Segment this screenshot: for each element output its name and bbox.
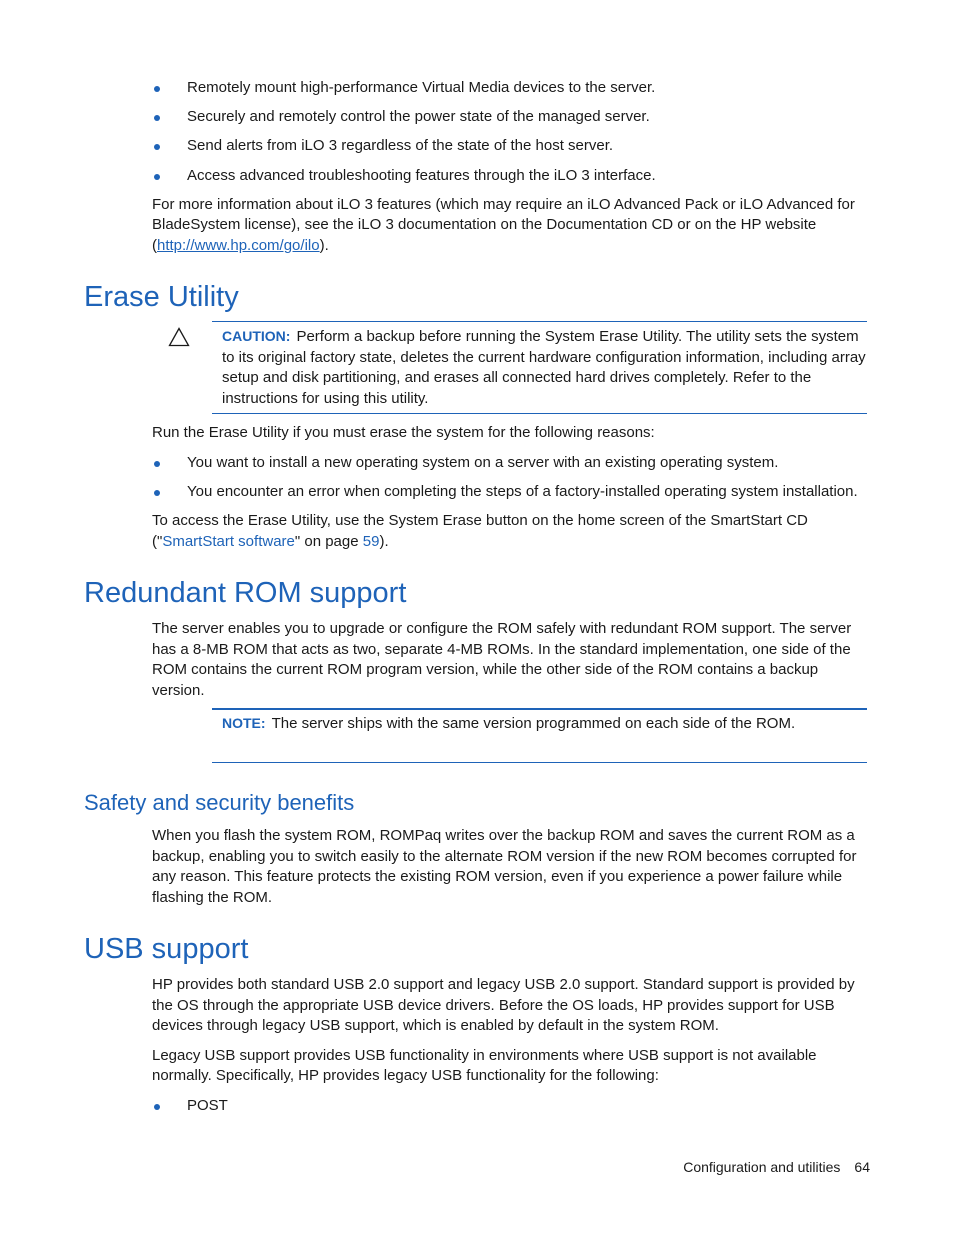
bullet-dot-icon (154, 1104, 160, 1110)
list-item (152, 136, 868, 157)
list-item (152, 107, 868, 128)
note-label: NOTE: (222, 715, 266, 731)
hp-ilo-website-link[interactable]: http://www.hp.com/go/ilo (157, 236, 320, 254)
smartstart-software-link[interactable]: SmartStart software (162, 532, 295, 550)
erase-utility-body (152, 423, 868, 561)
list-item (152, 78, 868, 99)
usb-support-paragraph-1: HP provides both standard USB 2.0 support and legacy USB 2.0 support. Standard support is provided by the OS through the appropriate USB device drivers. Before the OS loads, HP provides support for USB devices through legacy USB support, which is enabled by default in the system ROM. (152, 976, 855, 1035)
bullet-dot-icon (154, 461, 160, 467)
note-callout (212, 708, 867, 763)
usb-support-body (152, 975, 868, 1125)
intro-bullet-list (152, 78, 868, 186)
caution-callout (212, 321, 867, 414)
safety-benefits-body (152, 826, 868, 917)
usb-support-heading: USB support (84, 933, 249, 965)
note-text: The server ships with the same version programmed on each side of the ROM. (271, 715, 796, 732)
caution-label: CAUTION: (222, 328, 291, 344)
bullet-dot-icon (154, 115, 160, 121)
list-item (152, 453, 868, 474)
page-reference-link[interactable]: 59 (362, 532, 380, 550)
redundant-rom-paragraph: The server enables you to upgrade or configure the ROM safely with redundant ROM support. The server has a 8-MB ROM that acts as two, separate 4-MB ROMs. In the standard implementation, one side of the ROM contains the current ROM program version, while the other side of the ROM contains a backup version. (152, 620, 852, 699)
caution-body (212, 326, 867, 409)
erase-intro-paragraph: Run the Erase Utility if you must erase the system for the following reasons: (152, 424, 655, 441)
list-item-text: You want to install a new operating system on a server with an existing operating system. (187, 453, 779, 471)
caution-text: Perform a backup before running the System Erase Utility. The utility sets the system to its original factory state, deletes the current hardware configuration information, including array setup and disk partitioning, and erases all connected hard drives completely. Refer to the instructions for using this utility. (222, 328, 866, 407)
ilo-info-paragraph (152, 195, 868, 257)
list-item-text: Access advanced troubleshooting features through the iLO 3 interface. (187, 166, 656, 184)
ilo-info-text-end: ). (319, 236, 329, 254)
list-item-text: You encounter an error when completing the steps of a factory-installed operating system installation. (187, 482, 858, 500)
page-footer (683, 1157, 870, 1178)
list-item-text: POST (187, 1096, 228, 1114)
footer-section-title: Configuration and utilities (683, 1159, 841, 1175)
bullet-dot-icon (154, 174, 160, 180)
list-item-text: Remotely mount high-performance Virtual Media devices to the server. (187, 79, 656, 96)
usb-legacy-list (152, 1096, 868, 1117)
list-item (152, 1096, 868, 1117)
redundant-rom-body (152, 619, 868, 710)
bullet-dot-icon (154, 144, 160, 150)
intro-section (152, 78, 868, 266)
list-item (152, 482, 868, 503)
bullet-dot-icon (154, 490, 160, 496)
erase-utility-heading: Erase Utility (84, 281, 239, 313)
page-number: 64 (854, 1159, 870, 1175)
redundant-rom-heading: Redundant ROM support (84, 577, 407, 609)
erase-access-text: To access the Erase Utility, use the System Erase button on the home screen of the SmartStart CD (" (152, 511, 808, 550)
usb-support-paragraph-2: Legacy USB support provides USB functionality in environments where USB support is not available normally. Specifically, HP provides legacy USB functionality for the following: (152, 1046, 817, 1085)
ilo-info-text: For more information about iLO 3 features (which may require an iLO Advanced Pack or iLO Advanced for BladeSystem license), see the iLO 3 documentation on the Documentation CD or on the HP website ( (152, 195, 855, 254)
note-body (212, 710, 867, 735)
list-item (152, 166, 868, 187)
list-item-text: Securely and remotely control the power state of the managed server. (187, 108, 650, 126)
erase-reasons-list (152, 453, 868, 503)
warning-triangle-icon (168, 327, 190, 347)
safety-benefits-heading: Safety and security benefits (84, 790, 355, 815)
erase-access-text-end: ). (379, 532, 389, 550)
list-item-text: Send alerts from iLO 3 regardless of the state of the host server. (187, 137, 614, 155)
safety-benefits-paragraph: When you flash the system ROM, ROMPaq writes over the backup ROM and saves the current ROM as a backup, enabling you to switch easily to the alternate ROM version if the new ROM becomes corrupted for any reason. This feature protects the existing ROM version, even if you experience a power failure while flashing the ROM. (152, 827, 857, 906)
erase-access-text-mid: " on page (294, 532, 363, 550)
bullet-dot-icon (154, 86, 160, 92)
erase-access-paragraph (152, 511, 868, 552)
